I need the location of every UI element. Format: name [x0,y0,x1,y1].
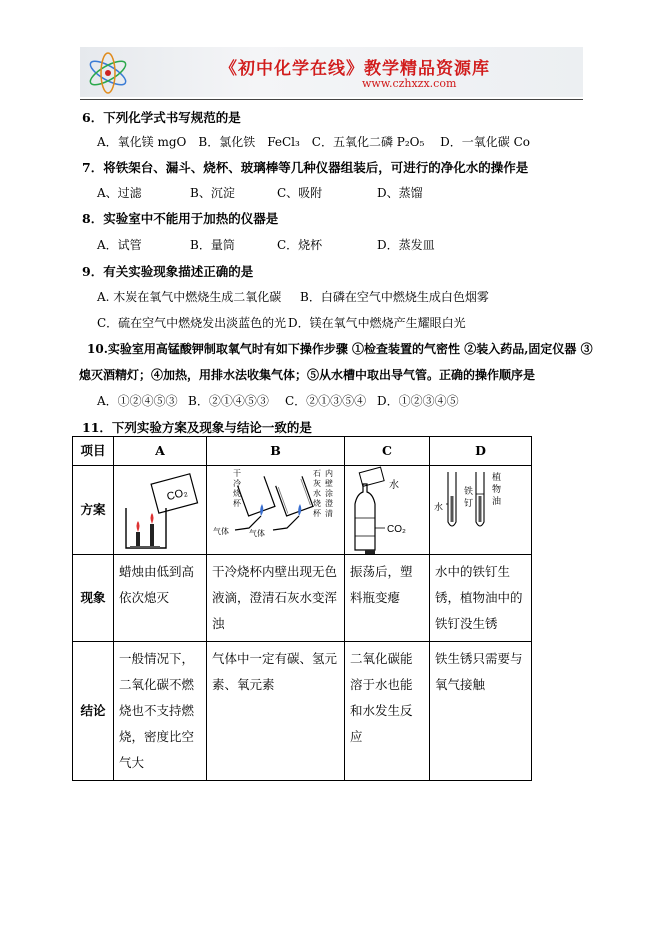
label-char: 烧 [313,499,321,508]
option-7d: D、蒸馏 [377,186,423,200]
experiment-table [72,436,532,781]
table-header-cell: B [207,437,345,466]
water-label: 水 [389,480,399,491]
option-9d: D．镁在氧气中燃烧产生耀眼白光 [288,316,466,330]
label-char: 清 [325,509,333,518]
conclusion-a: 一般情况下，二氧化碳不燃烧也不支持燃烧，密度比空气大 [114,642,207,781]
option-10b: B．②①④⑤③ [188,394,269,408]
label-char: 灰 [313,479,321,488]
label-char: 铁 [464,486,474,496]
conclusion-b: 气体中一定有碳、氢元素、氧元素 [207,642,345,781]
phenomenon-c: 振荡后，塑料瓶变瘪 [345,555,430,642]
option-9a: A. 木炭在氧气中燃烧生成二氧化碳 [97,290,282,304]
option-10a: A．①②④⑤③ [97,394,178,408]
question-8: 8．实验室中不能用于加热的仪器是 [82,211,279,226]
figure-a-cell [114,466,207,555]
option-10d: D．①②③④⑤ [377,394,459,408]
option-7a: A、过滤 [97,186,142,200]
option-7b: B、沉淀 [190,186,235,200]
conclusion-c: 二氧化碳能溶于水也能和水发生反应 [345,642,430,781]
table-header-row [73,437,532,466]
phenomenon-a: 蜡烛由低到高依次熄灭 [114,555,207,642]
conclusion-d: 铁生锈只需要与氧气接触 [430,642,532,781]
label-char: 水 [313,489,321,498]
banner-url: www.czhxzx.com [362,77,457,90]
figure-c-plastic-bottle [345,466,429,554]
figure-d-test-tubes [430,466,531,554]
row-label-phenomena: 现象 [73,555,114,642]
table-header-cell: 项目 [73,437,114,466]
question-6: 6．下列化学式书写规范的是 [82,110,241,125]
table-header-cell: C [345,437,430,466]
option-8b: B．量筒 [190,238,235,252]
atom-logo-icon [82,51,134,95]
label-char: 物 [492,484,502,494]
question-6-options: A．氧化镁 mgO B．氯化铁 FeCl₃ C．五氧化二磷 P₂O₅ D．一氧化碳 Co [97,135,530,149]
option-8a: A．试管 [97,238,142,252]
figure-a-candles-beaker [114,466,206,554]
phenomenon-b: 干冷烧杯内壁出现无色液滴，澄清石灰水变浑浊 [207,555,345,642]
label-char: 澄 [325,499,333,508]
gas-label: 气体 [249,529,265,538]
table-header-cell: A [114,437,207,466]
flame-icon [137,521,140,532]
water-label: 水 [434,502,444,512]
question-10-line2: 熄灭酒精灯；④加热，用排水法收集气体；⑤从水槽中取出导气管。正确的操作顺序是 [79,368,536,382]
label-char: 油 [492,496,502,506]
option-8c: C．烧杯 [277,238,323,252]
option-9b: B．白磷在空气中燃烧生成白色烟雾 [300,290,489,304]
question-11: 11．下列实验方案及现象与结论一致的是 [82,420,312,435]
table-row-plan [73,466,532,555]
option-9c: C．硫在空气中燃烧发出淡蓝色的光 [97,316,287,330]
table-row-phenomena [73,555,532,642]
header-banner [80,47,583,97]
label-char: 杯 [233,499,241,508]
question-9: 9．有关实验现象描述正确的是 [82,264,254,279]
option-10c: C．②①③⑤④ [285,394,367,408]
header-divider [80,99,583,100]
flame-icon [151,513,154,524]
banner-title: 《初中化学在线》教学精品资源库 [220,59,490,79]
row-label-conclusion: 结论 [73,642,114,781]
option-8d: D．蒸发皿 [377,238,435,252]
label-char: 干 [233,469,241,478]
gas-label: 气体 [213,527,229,536]
label-char: 植 [492,472,502,482]
label-char: 烧 [233,489,241,498]
label-char: 杯 [313,509,321,518]
label-char: 壁 [325,479,333,488]
label-char: 内 [325,469,333,478]
figure-b-cell [207,466,345,555]
figure-b-beakers-gas [207,466,344,554]
label-char: 石 [313,469,321,478]
table-row-conclusion [73,642,532,781]
co2-label: CO₂ [165,486,189,504]
label-char: 钉 [464,498,474,508]
phenomenon-d: 水中的铁钉生锈，植物油中的铁钉没生锈 [430,555,532,642]
question-10-line1: 10.实验室用高锰酸钾制取氧气时有如下操作步骤 ①检查装置的气密性 ②装入药品,固定仪器 ③ [87,342,593,356]
question-7: 7．将铁架台、漏斗、烧杯、玻璃棒等几种仪器组装后，可进行的净化水的操作是 [82,160,529,175]
figure-c-cell [345,466,430,555]
co2-label: CO₂ [387,524,406,535]
row-label-plan: 方案 [73,466,114,555]
option-7c: C、吸附 [277,186,323,200]
figure-d-cell [430,466,532,555]
table-header-cell: D [430,437,532,466]
label-char: 冷 [233,479,241,488]
label-char: 涂 [325,489,333,498]
